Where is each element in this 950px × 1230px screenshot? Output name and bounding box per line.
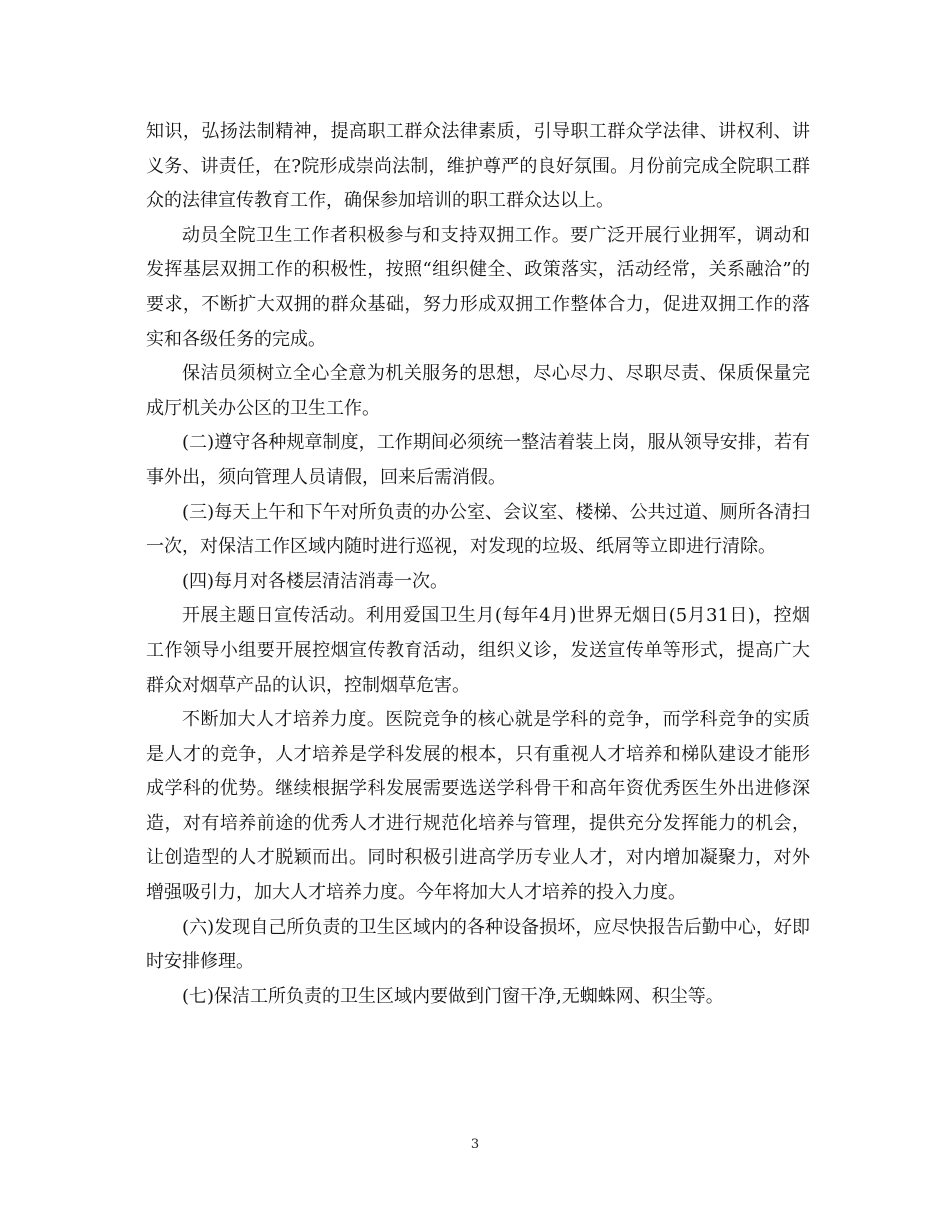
paragraph-6: (四)每月对各楼层清洁消毒一次。 xyxy=(182,570,449,592)
paragraph-4: (二)遵守各种规章制度，工作期间必须统一整洁着装上岗，服从领导安排，若有事外出，须向管理人员请假，回来后需消假。 xyxy=(146,432,810,488)
paragraph-2: 动员全院卫生工作者积极参与和支持双拥工作。要广泛开展行业拥军，调动和发挥基层双拥工作的积极性，按照“组织健全、政策落实，活动经常，关系融洽”的要求，不断扩大双拥的群众基础，努力形成双拥工作整体合力，促进双拥工作的落实和各级任务的完成。 xyxy=(146,224,810,350)
paragraph-1: 知识，弘扬法制精神，提高职工群众法律素质，引导职工群众学法律、讲权利、讲义务、讲责任，在?院形成崇尚法制，维护尊严的良好氛围。月份前完成全院职工群众的法律宣传教育工作，确保参加培训的职工群众达以上。 xyxy=(146,121,810,212)
paragraph-5: (三)每天上午和下午对所负责的办公室、会议室、楼梯、公共过道、厕所各清扫一次，对保洁工作区域内随时进行巡视，对发现的垃圾、纸屑等立即进行清除。 xyxy=(146,501,810,558)
paragraph-10: (七)保洁工所负责的卫生区域内要做到门窗干净,无蜘蛛网、积尘等。 xyxy=(182,985,724,1007)
paragraph-8: 不断加大人才培养力度。医院竞争的核心就是学科的竞争，而学科竞争的实质是人才的竞争，人才培养是学科发展的根本，只有重视人才培养和梯队建设才能形成学科的优势。继续根据学科发展需要选送学科骨干和高年资优秀医生外出进修深造，对有培养前途的优秀人才进行规范化培养与管理，提供充分发挥能力的机会，让创造型的人才脱颖而出。同时积极引进高学历专业人才，对内增加凝聚力，对外增强吸引力，加大人才培养力度。今年将加大人才培养的投入力度。 xyxy=(146,709,810,904)
paragraph-9: (六)发现自己所负责的卫生区域内的各种设备损坏，应尽快报告后勤中心，好即时安排修理。 xyxy=(146,916,810,973)
document-body xyxy=(146,115,810,1014)
paragraph-7: 开展主题日宣传活动。利用爱国卫生月(每年4月)世界无烟日(5月31日)，控烟工作领导小组要开展控烟宣传教育活动，组织义诊，发送宣传单等形式，提高广大群众对烟草产品的认识，控制烟草危害。 xyxy=(146,605,810,696)
paragraph-3: 保洁员须树立全心全意为机关服务的思想，尽心尽力、尽职尽责、保质保量完成厅机关办公区的卫生工作。 xyxy=(146,363,810,419)
page-number: 3 xyxy=(470,1137,480,1152)
